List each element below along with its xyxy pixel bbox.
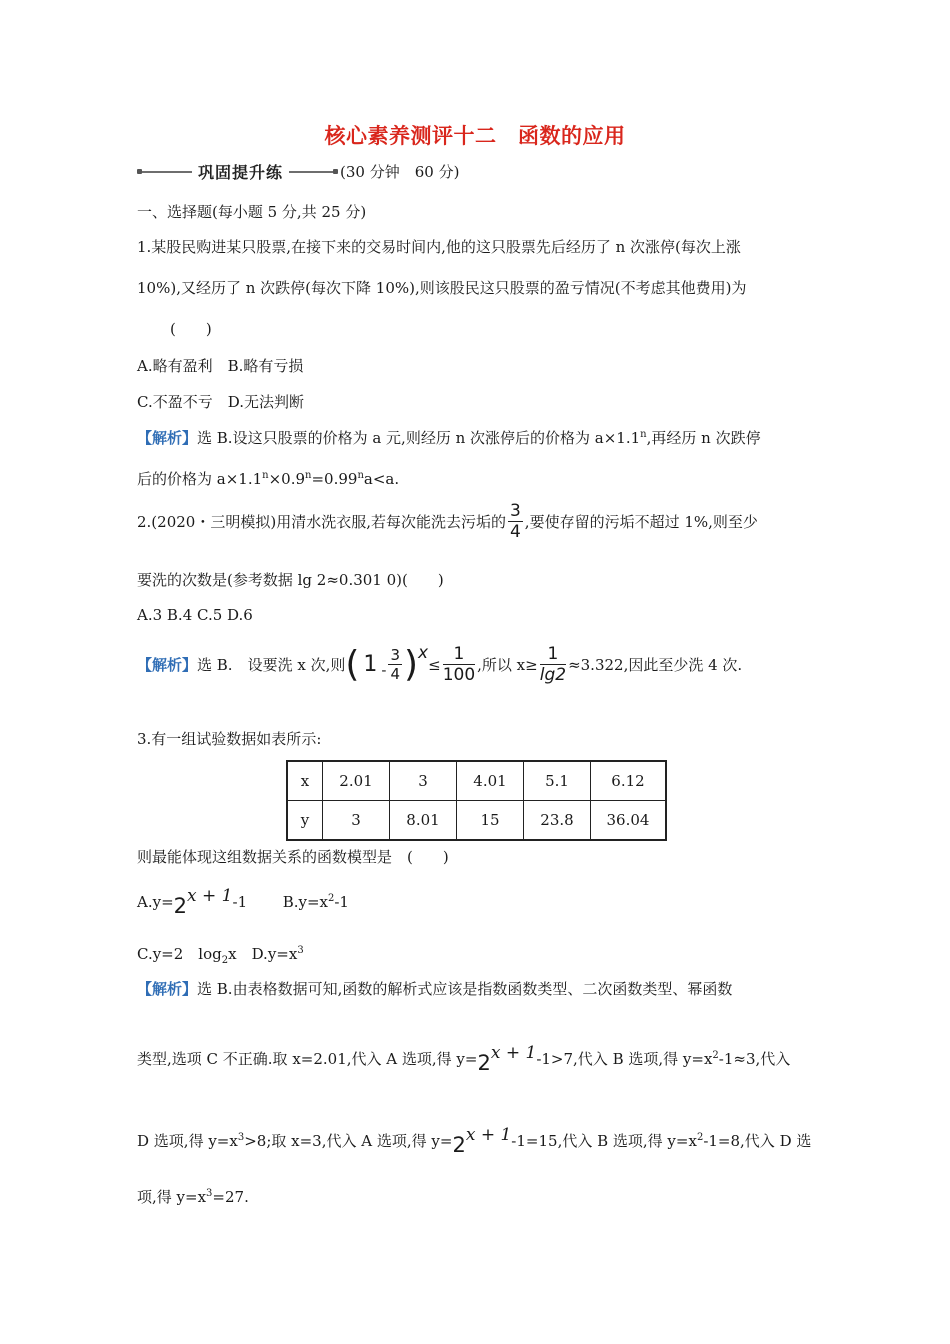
q1-solution-line1 — [137, 427, 761, 448]
q3-optB-sup: 2 — [327, 893, 335, 904]
q3-optB-pre: B.y=x — [282, 893, 328, 911]
q1-sol2-sup3: n — [357, 470, 364, 481]
q1-sol2-sup1: n — [262, 470, 269, 481]
table-cell: 2.01 — [323, 761, 390, 801]
q3-solution-line3 — [137, 1125, 811, 1157]
q3-sol3-sup1: 3 — [237, 1132, 245, 1143]
math-one: 1 — [363, 652, 378, 678]
q3-question: 则最能体现这组数据关系的函数模型是 ( ) — [137, 848, 449, 866]
q1-sol1-sup: n — [640, 429, 647, 440]
q3-optC-sub: 2 — [221, 955, 229, 966]
solution-tag: 【解析】 — [137, 656, 198, 675]
table-cell: 5.1 — [524, 761, 591, 801]
table-cell: 36.04 — [591, 801, 667, 841]
q3-options-ab — [137, 886, 349, 918]
q3-solution-line2 — [137, 1043, 790, 1075]
table-cell: 8.01 — [390, 801, 457, 841]
q3-sol2-sup: 2 — [712, 1050, 719, 1061]
q1-solution-line2 — [137, 468, 399, 489]
inner-frac-num: 3 — [390, 646, 400, 665]
q2-sol-c: ≈3.322,因此至少洗 4 次. — [568, 656, 743, 675]
power-exponent: x + 1 — [490, 1043, 537, 1063]
q3-optB-post: -1 — [334, 893, 349, 911]
q3-sol4-a: 项,得 y=x — [137, 1188, 207, 1206]
bar-dot-right — [333, 169, 338, 174]
table-row — [287, 761, 666, 801]
section-header — [137, 160, 459, 183]
q2-frac-den: 4 — [509, 521, 521, 542]
q3-options-cd — [137, 943, 304, 966]
q2-solution — [137, 645, 742, 684]
q1-sol1-end: ,再经历 n 次跌停 — [646, 429, 761, 447]
q1-sol2-sup2: n — [305, 470, 312, 481]
q2-line1 — [137, 502, 758, 541]
q1-sol2-d: a<a. — [363, 470, 400, 488]
q3-optC-pre: C.y=2 log — [137, 945, 222, 963]
table-cell: x — [287, 761, 323, 801]
table-cell: y — [287, 801, 323, 841]
right-frac-num: 1 — [443, 645, 475, 665]
inner-frac-den: 4 — [390, 664, 400, 683]
q3-sol3-sup2: 2 — [696, 1132, 704, 1143]
q3-sol3-b: >8;取 x=3,代入 A 选项,得 y= — [244, 1132, 453, 1150]
power-exponent: x + 1 — [465, 1125, 512, 1145]
part-heading: 一、选择题(每小题 5 分,共 25 分) — [137, 203, 367, 221]
paren-close: ) — [404, 643, 419, 685]
math-minus: - — [381, 662, 387, 679]
table-cell: 15 — [457, 801, 524, 841]
power-base: 2 — [452, 1133, 466, 1157]
q3-sol3-c: -1=15,代入 B 选项,得 y=x — [511, 1132, 697, 1150]
q3-sol3-a: D 选项,得 y=x — [137, 1132, 238, 1150]
lg-frac-den: lg2 — [539, 664, 567, 685]
bar-line-left — [142, 171, 192, 173]
q2-fraction — [508, 502, 523, 541]
right-fraction — [443, 645, 475, 684]
lg-frac-num: 1 — [540, 645, 566, 665]
q3-sol2-a: 类型,选项 C 不正确.取 x=2.01,代入 A 选项,得 y= — [137, 1050, 478, 1068]
le-sign: ≤ — [428, 655, 441, 674]
q2-line1-a: 2.(2020・三明模拟)用清水洗衣服,若每次能洗去污垢的 — [137, 513, 506, 532]
table-row — [287, 801, 666, 841]
lg-fraction — [540, 645, 566, 684]
q3-solution-line4 — [137, 1186, 249, 1207]
q3-intro: 3.有一组试验数据如表所示: — [137, 730, 322, 748]
q3-sol1: 选 B.由表格数据可知,函数的解析式应该是指数函数类型、二次函数类型、幂函数 — [197, 980, 733, 998]
q2-frac-num: 3 — [509, 501, 521, 521]
data-table — [286, 760, 667, 841]
q3-optC-post: x D.y=x — [228, 945, 298, 963]
q2-options: A.3 B.4 C.5 D.6 — [137, 606, 253, 624]
q1-paren: ( ) — [170, 320, 212, 338]
power-base: 2 — [173, 894, 188, 918]
q1-sol1-text: 选 B.设这只股票的价格为 a 元,则经历 n 次涨停后的价格为 a×1.1 — [197, 429, 641, 447]
exponent-x: x — [418, 643, 429, 663]
table-cell: 3 — [390, 761, 457, 801]
q1-line1: 1.某股民购进某只股票,在接下来的交易时间内,他的这只股票先后经历了 n 次涨停(每次上涨 — [137, 238, 741, 256]
table-cell: 23.8 — [524, 801, 591, 841]
section-label: 巩固提升练 — [198, 163, 284, 182]
bar-line-right — [289, 171, 333, 173]
q3-sol3-d: -1=8,代入 D 选 — [703, 1132, 812, 1150]
power-exponent: x + 1 — [187, 886, 233, 906]
section-meta: (30 分钟 60 分) — [340, 163, 460, 181]
q2-sol-a: 选 B. 设要洗 x 次,则 — [197, 656, 346, 675]
q3-optD-sup: 3 — [297, 945, 304, 956]
q3-solution-line1 — [137, 978, 732, 999]
solution-tag: 【解析】 — [137, 429, 198, 447]
q1-sol2-a: 后的价格为 a×1.1 — [137, 470, 263, 488]
q3-sol4-b: =27. — [212, 1188, 249, 1206]
right-frac-den: 100 — [442, 664, 476, 685]
q2-sol-b: ,所以 x≥ — [477, 656, 538, 675]
q1-options-cd: C.不盈不亏 D.无法判断 — [137, 393, 304, 411]
power-base: 2 — [477, 1051, 491, 1075]
q3-sol2-b: -1>7,代入 B 选项,得 y=x — [536, 1050, 713, 1068]
q3-optA-post: -1 — [232, 893, 248, 911]
table-cell: 3 — [323, 801, 390, 841]
q1-options-ab: A.略有盈利 B.略有亏损 — [137, 357, 304, 375]
q3-sol4-sup: 3 — [206, 1188, 213, 1199]
page-title: 核心素养测评十二 函数的应用 — [324, 124, 626, 148]
q1-sol2-b: ×0.9 — [268, 470, 306, 488]
solution-tag: 【解析】 — [137, 980, 198, 998]
q2-line1-b: ,要使存留的污垢不超过 1%,则至少 — [524, 513, 758, 532]
paren-open: ( — [345, 643, 360, 685]
q2-line2: 要洗的次数是(参考数据 lg 2≈0.301 0)( ) — [137, 571, 444, 589]
table-cell: 4.01 — [457, 761, 524, 801]
q3-optA-pre: A.y= — [137, 893, 174, 911]
inner-fraction — [388, 647, 402, 682]
q1-sol2-c: =0.99 — [311, 470, 358, 488]
q3-sol2-c: -1≈3,代入 — [718, 1050, 791, 1068]
table-cell: 6.12 — [591, 761, 667, 801]
q1-line2: 10%),又经历了 n 次跌停(每次下降 10%),则该股民这只股票的盈亏情况(不考虑其他费用)为 — [137, 279, 747, 297]
